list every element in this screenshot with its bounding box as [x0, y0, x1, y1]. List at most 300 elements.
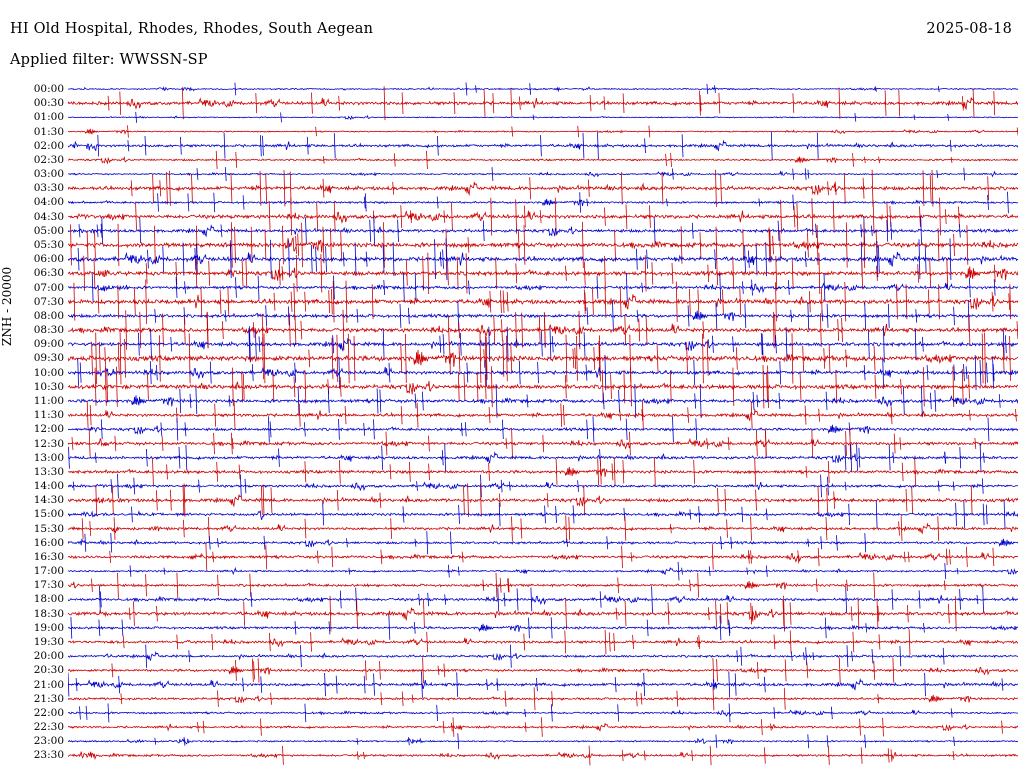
trace-spike — [816, 579, 817, 592]
time-tick-column — [0, 80, 64, 770]
trace-spike — [710, 746, 711, 765]
trace-spike — [578, 126, 579, 137]
trace-spike — [209, 261, 210, 286]
trace-spike — [157, 606, 158, 621]
trace-line — [68, 453, 1018, 463]
trace-spike — [668, 602, 669, 625]
trace-spike — [883, 358, 884, 388]
trace-spike — [623, 460, 624, 483]
trace-spike — [251, 592, 252, 607]
trace-spike — [715, 249, 716, 269]
trace-spike — [490, 291, 491, 313]
trace-spike — [672, 169, 673, 180]
trace-spike — [476, 85, 477, 92]
trace-spike — [494, 315, 495, 344]
time-tick-label: 10:30 — [33, 380, 64, 393]
trace-spike — [670, 524, 671, 533]
trace-spike — [729, 671, 730, 697]
time-tick-label: 18:30 — [33, 607, 64, 620]
trace-spike — [252, 364, 253, 381]
trace-spike — [902, 463, 903, 482]
trace-spike — [501, 290, 502, 313]
trace-spike — [506, 438, 507, 449]
trace-spike — [625, 601, 626, 626]
trace-spike — [295, 315, 296, 345]
trace-spike — [975, 438, 976, 449]
trace-spike — [969, 314, 970, 346]
trace-spike — [616, 608, 617, 620]
trace-spike — [348, 334, 349, 384]
trace-spike — [99, 620, 100, 636]
trace-spike — [957, 568, 958, 574]
trace-spike — [145, 136, 146, 155]
trace-spike — [809, 291, 810, 312]
trace-spike — [765, 429, 766, 459]
trace-spike — [846, 350, 847, 368]
trace-spike — [803, 652, 804, 660]
trace-spike — [808, 539, 809, 547]
trace-spike — [123, 636, 124, 648]
trace-spike — [943, 648, 944, 665]
trace-spike — [398, 220, 399, 242]
trace-spike — [170, 171, 171, 206]
trace-spike — [518, 231, 519, 260]
trace-spike — [370, 220, 371, 242]
trace-spike — [788, 280, 789, 295]
trace-spike — [196, 388, 197, 414]
time-tick-label: 12:00 — [33, 423, 64, 436]
trace-spike — [587, 420, 588, 440]
trace-spike — [222, 321, 223, 339]
trace-spike — [806, 466, 807, 478]
trace-spike — [438, 666, 439, 675]
trace-spike — [264, 334, 265, 384]
trace-spike — [670, 371, 671, 402]
trace-spike — [614, 458, 615, 486]
trace-spike — [343, 252, 344, 266]
trace-spike — [146, 449, 147, 466]
trace-spike — [203, 721, 204, 734]
trace-spike — [578, 480, 579, 492]
trace-spike — [279, 449, 280, 467]
trace-spike — [556, 459, 557, 485]
trace-spike — [266, 173, 267, 203]
trace-spike — [733, 257, 734, 289]
trace-spike — [444, 210, 445, 222]
trace-spike — [945, 563, 946, 579]
trace-spike — [766, 242, 767, 276]
trace-spike — [243, 195, 244, 209]
trace-spike — [1008, 192, 1009, 214]
time-tick-label: 00:30 — [33, 97, 64, 110]
trace-spike — [1009, 293, 1010, 310]
trace-spike — [800, 373, 801, 401]
trace-spike — [876, 86, 877, 91]
trace-spike — [90, 405, 91, 425]
trace-spike — [365, 660, 366, 680]
trace-spike — [294, 377, 295, 398]
trace-spike — [389, 616, 390, 640]
trace-spike — [445, 594, 446, 604]
trace-line — [68, 710, 1018, 716]
trace-spike — [1010, 336, 1011, 381]
trace-spike — [69, 447, 70, 469]
trace-spike — [120, 333, 121, 385]
trace-spike — [1010, 284, 1011, 319]
trace-spike — [583, 133, 584, 158]
trace-spike — [296, 236, 297, 254]
time-tick-label: 23:30 — [33, 749, 64, 762]
time-tick-label: 13:00 — [33, 451, 64, 464]
trace-spike — [235, 83, 236, 96]
time-tick-label: 16:30 — [33, 550, 64, 563]
trace-spike — [938, 228, 939, 261]
trace-spike — [311, 245, 312, 274]
trace-line — [68, 294, 1018, 309]
trace-spike — [120, 92, 121, 115]
trace-spike — [946, 549, 947, 566]
trace-spike — [484, 349, 485, 368]
trace-spike — [605, 208, 606, 226]
trace-spike — [252, 659, 253, 682]
trace-spike — [180, 137, 181, 155]
trace-spike — [98, 135, 99, 157]
trace-spike — [893, 658, 894, 683]
trace-spike — [673, 416, 674, 442]
trace-spike — [190, 394, 191, 408]
trace-spike — [613, 300, 614, 331]
time-tick-label: 12:30 — [33, 437, 64, 450]
trace-spike — [354, 336, 355, 381]
trace-spike — [731, 537, 732, 549]
trace-spike — [422, 671, 423, 698]
trace-spike — [969, 278, 970, 298]
trace-spike — [875, 375, 876, 399]
trace-spike — [422, 392, 423, 411]
trace-line — [68, 238, 1018, 252]
trace-spike — [753, 392, 754, 410]
trace-spike — [150, 361, 151, 384]
trace-spike — [954, 365, 955, 381]
trace-spike — [584, 332, 585, 356]
trace-spike — [301, 645, 302, 667]
trace-spike — [424, 600, 425, 627]
trace-spike — [95, 231, 96, 258]
trace-spike — [183, 485, 184, 516]
trace-spike — [111, 533, 112, 553]
trace-spike — [509, 482, 510, 491]
trace-spike — [956, 503, 957, 526]
trace-spike — [707, 341, 708, 376]
trace-line — [68, 511, 1018, 520]
time-tick-label: 10:00 — [33, 366, 64, 379]
trace-spike — [98, 290, 99, 313]
trace-spike — [305, 519, 306, 539]
trace-spike — [960, 447, 961, 468]
trace-spike — [708, 265, 709, 282]
trace-spike — [806, 647, 807, 665]
trace-spike — [364, 197, 365, 209]
trace-spike — [793, 169, 794, 180]
trace-spike — [122, 620, 123, 637]
trace-spike — [916, 309, 917, 323]
trace-spike — [874, 572, 875, 598]
trace-spike — [448, 316, 449, 345]
trace-spike — [565, 375, 566, 398]
trace-line — [68, 539, 1018, 547]
trace-spike — [826, 392, 827, 411]
trace-spike — [393, 182, 394, 195]
trace-spike — [838, 319, 839, 341]
trace-spike — [78, 248, 79, 271]
trace-spike — [483, 580, 484, 591]
trace-spike — [756, 431, 757, 457]
trace-spike — [108, 704, 109, 723]
trace-spike — [904, 552, 905, 563]
trace-spike — [954, 737, 955, 746]
trace-spike — [121, 693, 122, 704]
trace-spike — [437, 136, 438, 156]
trace-spike — [355, 242, 356, 276]
trace-spike — [501, 480, 502, 493]
time-tick-label: 14:30 — [33, 494, 64, 507]
trace-spike — [774, 635, 775, 650]
trace-spike — [740, 288, 741, 315]
trace-spike — [930, 259, 931, 288]
trace-spike — [489, 407, 490, 423]
trace-spike — [269, 201, 270, 232]
trace-spike — [842, 318, 843, 342]
trace-spike — [530, 83, 531, 95]
trace-spike — [260, 135, 261, 156]
trace-spike — [725, 489, 726, 511]
trace-spike — [761, 719, 762, 735]
trace-spike — [483, 221, 484, 242]
trace-spike — [284, 170, 285, 206]
trace-spike — [707, 84, 708, 94]
trace-spike — [383, 328, 384, 360]
trace-spike — [539, 316, 540, 344]
trace-spike — [412, 695, 413, 703]
trace-spike — [146, 280, 147, 324]
trace-spike — [853, 632, 854, 652]
trace-spike — [971, 485, 972, 515]
trace-line — [68, 182, 1018, 195]
trace-spike — [742, 281, 743, 294]
trace-spike — [682, 134, 683, 157]
trace-spike — [336, 676, 337, 694]
trace-spike — [876, 500, 877, 528]
trace-spike — [460, 333, 461, 356]
trace-spike — [225, 310, 226, 322]
trace-spike — [512, 428, 513, 459]
time-tick-label: 03:30 — [33, 182, 64, 195]
trace-spike — [864, 365, 865, 380]
trace-spike — [496, 384, 497, 418]
trace-spike — [781, 200, 782, 234]
trace-spike — [748, 550, 749, 563]
trace-spike — [786, 327, 787, 361]
trace-spike — [728, 437, 729, 450]
trace-spike — [512, 516, 513, 541]
trace-spike — [845, 445, 846, 471]
trace-spike — [652, 586, 653, 613]
trace-spike — [764, 747, 765, 763]
trace-spike — [158, 193, 159, 211]
trace-spike — [891, 749, 892, 761]
trace-spike — [468, 237, 469, 252]
trace-spike — [138, 333, 139, 356]
trace-spike — [265, 229, 266, 261]
trace-spike — [151, 329, 152, 359]
trace-spike — [429, 464, 430, 481]
trace-spike — [883, 718, 884, 737]
trace-spike — [959, 224, 960, 237]
trace-spike — [827, 304, 828, 328]
trace-spike — [918, 264, 919, 282]
trace-spike — [266, 305, 267, 326]
trace-spike — [279, 261, 280, 285]
trace-spike — [858, 597, 859, 630]
trace-spike — [729, 704, 730, 723]
trace-spike — [427, 151, 428, 169]
trace-spike — [851, 444, 852, 472]
trace-spike — [550, 329, 551, 360]
trace-spike — [228, 287, 229, 316]
time-tick-label: 00:00 — [33, 83, 64, 95]
trace-spike — [807, 663, 808, 678]
trace-spike — [566, 598, 567, 630]
trace-spike — [865, 303, 866, 329]
trace-spike — [527, 395, 528, 408]
trace-spike — [540, 210, 541, 223]
trace-spike — [603, 393, 604, 410]
trace-spike — [156, 365, 157, 380]
trace-spike — [163, 314, 164, 347]
trace-spike — [484, 90, 485, 117]
trace-spike — [189, 650, 190, 662]
trace-spike — [716, 170, 717, 207]
trace-spike — [688, 305, 689, 326]
trace-spike — [983, 453, 984, 463]
trace-spike — [325, 673, 326, 696]
trace-spike — [408, 308, 409, 324]
trace-spike — [600, 459, 601, 484]
trace-spike — [877, 599, 878, 629]
trace-spike — [951, 708, 952, 717]
trace-spike — [545, 506, 546, 524]
trace-spike — [945, 209, 946, 224]
trace-spike — [733, 336, 734, 352]
trace-spike — [199, 480, 200, 493]
trace-spike — [146, 645, 147, 668]
trace-spike — [419, 594, 420, 605]
trace-spike — [321, 254, 322, 292]
trace-spike — [99, 342, 100, 376]
trace-line — [68, 724, 1018, 731]
trace-spike — [382, 446, 383, 470]
trace-spike — [694, 360, 695, 386]
trace-line — [68, 568, 1018, 574]
trace-spike — [357, 738, 358, 745]
trace-spike — [687, 342, 688, 374]
trace-spike — [155, 309, 156, 323]
time-tick-label: 04:00 — [33, 196, 64, 209]
trace-spike — [837, 535, 838, 550]
trace-spike — [987, 363, 988, 383]
trace-spike — [785, 659, 786, 681]
trace-spike — [692, 223, 693, 239]
trace-spike — [339, 419, 340, 440]
trace-spike — [1004, 501, 1005, 528]
trace-spike — [529, 618, 530, 639]
time-tick-label: 17:30 — [33, 579, 64, 592]
trace-spike — [587, 307, 588, 325]
trace-spike — [861, 224, 862, 237]
trace-spike — [459, 505, 460, 524]
trace-line — [68, 739, 1018, 744]
trace-spike — [86, 706, 87, 720]
trace-spike — [255, 330, 256, 358]
trace-spike — [154, 226, 155, 264]
trace-spike — [778, 221, 779, 241]
trace-spike — [915, 328, 916, 360]
trace-spike — [885, 90, 886, 116]
trace-spike — [94, 258, 95, 289]
time-tick-label: 08:00 — [33, 309, 64, 322]
trace-spike — [317, 551, 318, 564]
trace-spike — [993, 356, 994, 388]
trace-spike — [771, 132, 772, 160]
trace-spike — [305, 292, 306, 312]
trace-spike — [269, 633, 270, 651]
trace-spike — [246, 258, 247, 288]
time-tick-label: 20:00 — [33, 650, 64, 663]
trace-spike — [868, 330, 869, 358]
trace-spike — [924, 623, 925, 633]
trace-spike — [118, 285, 119, 318]
trace-spike — [698, 637, 699, 647]
trace-spike — [682, 568, 683, 575]
trace-spike — [938, 481, 939, 492]
trace-spike — [156, 490, 157, 510]
trace-spike — [552, 336, 553, 352]
time-tick-label: 01:00 — [33, 111, 64, 124]
trace-spike — [923, 171, 924, 207]
trace-spike — [928, 290, 929, 314]
trace-spike — [381, 692, 382, 705]
trace-spike — [261, 676, 262, 692]
time-tick-label: 15:00 — [33, 508, 64, 521]
trace-spike — [185, 422, 186, 436]
trace-spike — [745, 245, 746, 273]
trace-spike — [511, 90, 512, 117]
trace-spike — [261, 486, 262, 516]
trace-spike — [759, 198, 760, 206]
trace-spike — [401, 406, 402, 424]
trace-spike — [828, 461, 829, 483]
trace-spike — [791, 651, 792, 661]
trace-spike — [633, 635, 634, 649]
trace-spike — [477, 372, 478, 402]
trace-spike — [512, 127, 513, 137]
time-tick-label: 09:00 — [33, 338, 64, 351]
trace-spike — [745, 304, 746, 328]
trace-spike — [130, 565, 131, 576]
time-tick-label: 19:30 — [33, 636, 64, 649]
trace-spike — [835, 182, 836, 196]
trace-spike — [100, 592, 101, 608]
